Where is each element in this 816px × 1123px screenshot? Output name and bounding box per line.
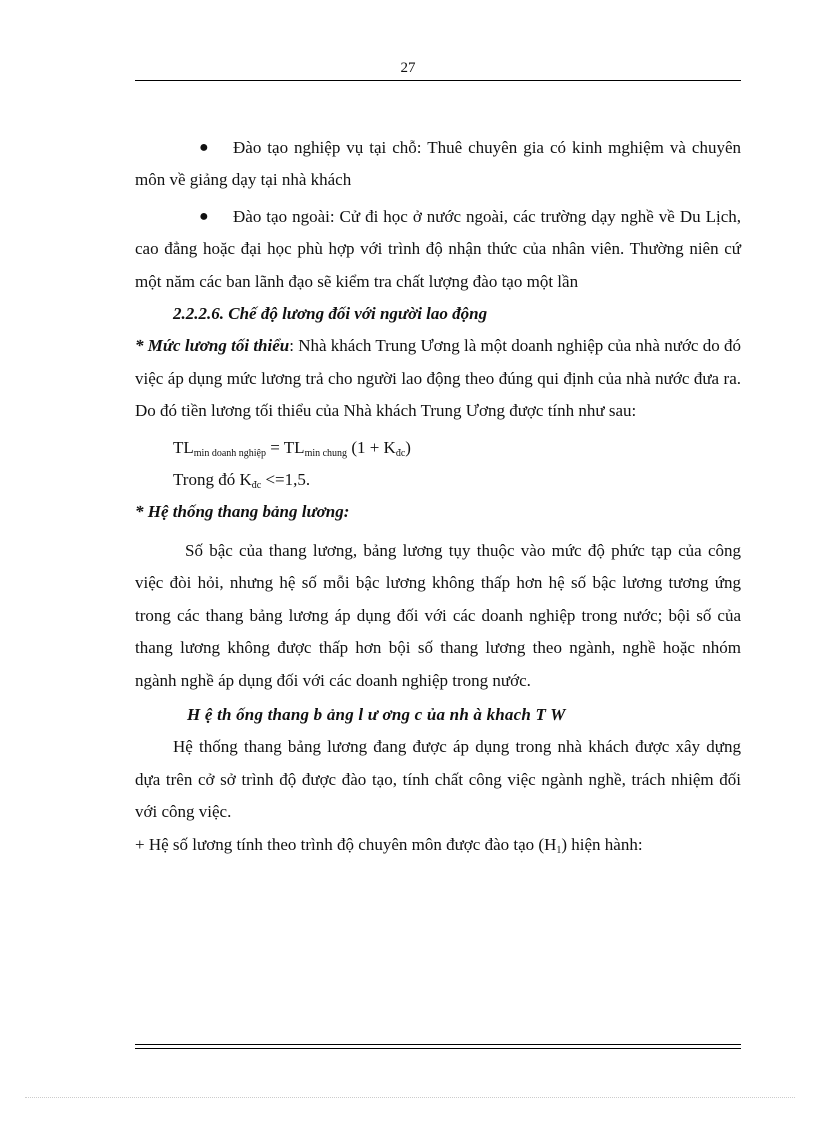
- page-number: 27: [400, 60, 416, 76]
- condition-prefix: Trong đó K: [173, 470, 252, 490]
- scale-paragraph: Số bậc của thang lương, bảng lương tụy thuộc vào mức độ phức tạp của công việc đòi hỏi, nhưng hệ số mỗi bậc lương không thấp hơn hệ số bậc lương tương ứng trong các thang bảng lương áp dụng đối với các doanh nghiệp trong nước; bội số của thang lương không được thấp hơn bội số thang lương theo ngành, nghề hoặc nhóm ngành nghề áp dụng đối với các doanh nghiệp trong nước.: [135, 540, 741, 690]
- system-paragraph: Hệ thống thang bảng lương đang được áp dụng trong nhà khách được xây dựng dựa trên cở sở trình độ được đào tạo, tính chất công việc ngành nghề, trách nhiệm đối với công việc.: [135, 737, 741, 822]
- formula-rhs-subscript: min chung: [304, 447, 348, 459]
- bullet-item: [135, 132, 741, 197]
- condition-suffix: <=1,5.: [261, 470, 311, 490]
- scale-heading: * Hệ thống thang bảng lương:: [135, 502, 350, 522]
- min-wage-text: : Nhà khách Trung Ương là một doanh nghiệp của nhà nước do đó việc áp dụng mức lương trả cho người lao động theo đúng qui định của nhà nước đưa ra. Do đó tiền lương tối thiểu của Nhà khách Trung Ương được tính như sau:: [135, 336, 741, 421]
- footer-rule: [135, 1044, 741, 1049]
- bullet-text: Đào tạo ngoài: Cử đi học ở nước ngoài, các trường dạy nghề về Du Lịch, cao đẳng hoặc đại học phù hợp với trình độ nhận thức của nhân viên. Thường niên cứ một năm các ban lãnh đạo sẽ kiểm tra chất lượng đào tạo một lần: [135, 206, 741, 291]
- bullet-icon: ●: [199, 207, 209, 225]
- coefficient-prefix: + Hệ số lương tính theo trình độ chuyên môn được đào tạo (H: [135, 834, 557, 854]
- formula-factor: (1 + K: [347, 437, 396, 457]
- formula-rhs: TL: [283, 437, 305, 457]
- min-wage-label: * Mức lương tối thiểu: [135, 336, 290, 356]
- section-heading: 2.2.2.6. Chế độ lương đối với người lao động: [173, 304, 488, 324]
- bullet-item: [135, 201, 741, 298]
- min-wage-paragraph: [135, 330, 741, 427]
- coefficient-suffix: ) hiện hành:: [561, 834, 643, 854]
- page-edge-dots: [25, 1097, 795, 1098]
- formula-condition: [135, 464, 741, 496]
- formula-k-subscript: đc: [395, 447, 406, 459]
- header-rule: [135, 80, 741, 81]
- formula-lhs-subscript: min doanh nghiệp: [193, 447, 266, 459]
- formula-lhs: TL: [173, 437, 194, 457]
- bullet-text: Đào tạo nghiệp vụ tại chỗ: Thuê chuyên gia có kinh mghiệm và chuyên môn về giảng dạy tại nhà khách: [135, 138, 741, 190]
- formula-close: ): [405, 437, 411, 457]
- coefficient-subscript: 1: [556, 844, 562, 856]
- sub-heading: H ệ th ống thang b ảng l ư ơng c ủa nh à khach T W: [187, 704, 566, 724]
- document-body: [135, 132, 741, 861]
- formula-equals: =: [266, 437, 284, 457]
- coefficient-line: [135, 829, 741, 861]
- bullet-icon: ●: [199, 139, 209, 156]
- wage-formula: [135, 432, 741, 464]
- condition-subscript: đc: [251, 480, 262, 492]
